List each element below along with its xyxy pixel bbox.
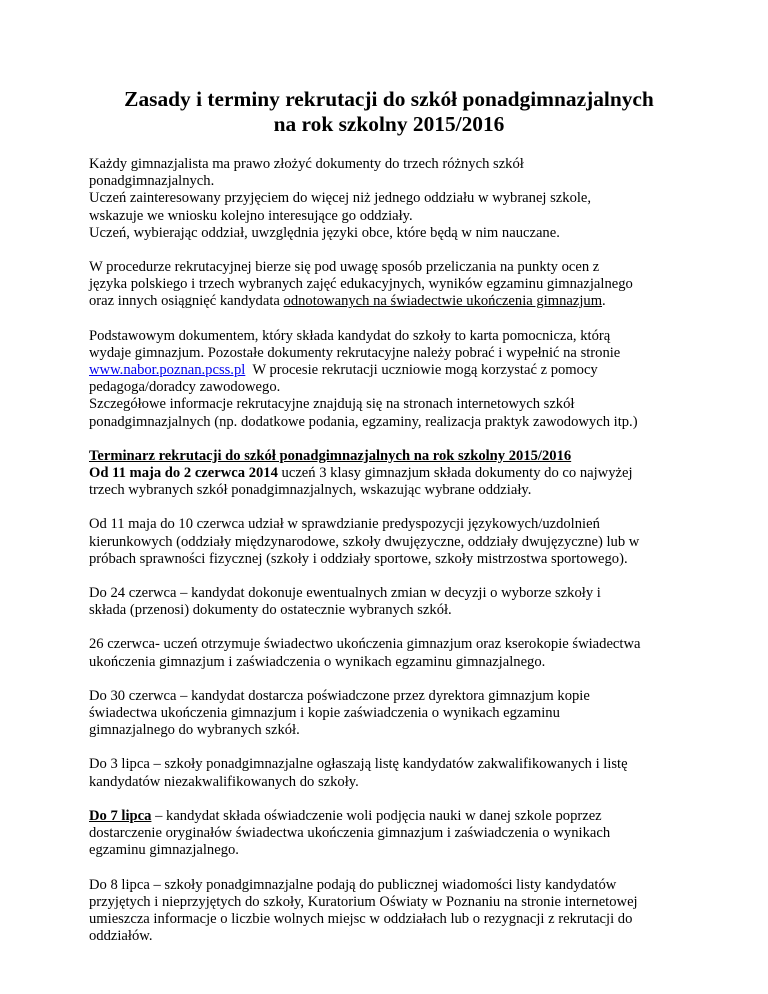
schedule-item: [89, 516, 689, 568]
text-span: oraz innych osiągnięć kandydata: [89, 293, 284, 310]
text-line: przyjętych i nieprzyjętych do szkoły, Kuratorium Oświaty w Poznaniu na stronie internetowej: [89, 893, 638, 910]
text-line: ponadgimnazjalnych (np. dodatkowe podania, egzaminy, realizacja praktyk zawodowych itp.): [89, 413, 638, 430]
text-line: Do 3 lipca – szkoły ponadgimnazjalne ogłaszają listę kandydatów zakwalifikowanych i listę: [89, 756, 628, 773]
schedule-item: [89, 688, 689, 740]
bold-date: Do 7 lipca: [89, 807, 152, 824]
text-line: [89, 293, 689, 310]
text-line: pedagoga/doradcy zawodowego.: [89, 379, 281, 396]
text-line: Od 11 maja do 10 czerwca udział w sprawdzianie predyspozycji językowych/uzdolnień: [89, 516, 600, 533]
schedule-heading-block: [89, 448, 689, 500]
documents-paragraph: [89, 328, 689, 431]
procedure-paragraph: [89, 259, 689, 311]
schedule-item: [89, 877, 689, 946]
text-line: Uczeń zainteresowany przyjęciem do więcej niż jednego oddziału w wybranej szkole,: [89, 190, 592, 207]
text-line: Szczegółowe informacje rekrutacyjne znajdują się na stronach internetowych szkół: [89, 396, 575, 413]
title-line-2: na rok szkolny 2015/2016: [273, 112, 505, 136]
text-line: próbach sprawności fizycznej (szkoły i oddziały sportowe, szkoły mistrzostwa sportowego).: [89, 550, 628, 567]
text-line: ponadgimnazjalnych.: [89, 173, 215, 190]
text-line: trzech wybranych szkół ponadgimnazjalnych, wskazując wybrane oddziały.: [89, 482, 532, 499]
text-line: W procedurze rekrutacyjnej bierze się pod uwagę sposób przeliczania na punkty ocen z: [89, 259, 600, 276]
text-span: – kandydat składa oświadczenie woli podjęcia nauki w danej szkole poprzez: [151, 807, 602, 824]
text-line: świadectwa ukończenia gimnazjum i kopie zaświadczenia o wynikach egzaminu: [89, 705, 560, 722]
schedule-item: [89, 636, 689, 670]
text-line: umieszcza informacje o liczbie wolnych miejsc w oddziałach lub o rezygnacji z rekrutacji do: [89, 910, 633, 927]
schedule-item: [89, 756, 689, 790]
page-title: [89, 87, 689, 137]
text-line: Do 30 czerwca – kandydat dostarcza poświadczone przez dyrektora gimnazjum kopie: [89, 687, 590, 704]
text-line: wskazuje we wniosku kolejno interesujące go oddziały.: [89, 207, 413, 224]
text-line: [89, 808, 689, 825]
schedule-item: [89, 585, 689, 619]
nabor-website-link[interactable]: www.nabor.poznan.pcss.pl: [89, 362, 246, 379]
schedule-heading: Terminarz rekrutacji do szkół ponadgimnazjalnych na rok szkolny 2015/2016: [89, 447, 572, 464]
schedule-item: [89, 808, 689, 860]
text-line: kandydatów niezakwalifikowanych do szkoły.: [89, 773, 359, 790]
bold-date: Od 11 maja do 2 czerwca 2014: [89, 465, 278, 482]
text-line: ukończenia gimnazjum i zaświadczenia o wynikach egzaminu gimnazjalnego.: [89, 653, 546, 670]
text-span: W procesie rekrutacji uczniowie mogą korzystać z pomocy: [245, 362, 598, 379]
text-line: Do 8 lipca – szkoły ponadgimnazjalne podają do publicznej wiadomości listy kandydatów: [89, 876, 617, 893]
text-line: Podstawowym dokumentem, który składa kandydat do szkoły to karta pomocnicza, którą: [89, 327, 611, 344]
text-line: oddziałów.: [89, 928, 153, 945]
text-line: wydaje gimnazjum. Pozostałe dokumenty rekrutacyjne należy pobrać i wypełnić na stronie: [89, 344, 621, 361]
document-page: [89, 0, 689, 945]
text-line: Każdy gimnazjalista ma prawo złożyć dokumenty do trzech różnych szkół: [89, 156, 524, 172]
title-line-1: Zasady i terminy rekrutacji do szkół ponadgimnazjalnych: [124, 87, 654, 111]
underlined-text: odnotowanych na świadectwie ukończenia gimnazjum: [283, 293, 603, 310]
text-line: gimnazjalnego do wybranych szkół.: [89, 722, 300, 739]
text-line: Uczeń, wybierając oddział, uwzględnia języki obce, które będą w nim nauczane.: [89, 224, 560, 241]
text-line: składa (przenosi) dokumenty do ostatecznie wybranych szkół.: [89, 602, 452, 619]
text-line: [89, 362, 689, 379]
text-line: [89, 465, 689, 482]
text-span: .: [602, 293, 606, 310]
text-span: uczeń 3 klasy gimnazjum składa dokumenty do co najwyżej: [277, 465, 633, 482]
text-line: języka polskiego i trzech wybranych zajęć edukacyjnych, wyników egzaminu gimnazjalnego: [89, 276, 633, 293]
text-line: [89, 448, 689, 465]
intro-paragraph: [89, 156, 689, 242]
text-line: kierunkowych (oddziały międzynarodowe, szkoły dwujęzyczne, oddziały dwujęzyczne) lub w: [89, 533, 640, 550]
text-line: 26 czerwca- uczeń otrzymuje świadectwo ukończenia gimnazjum oraz kserokopie świadectwa: [89, 636, 641, 653]
text-line: Do 24 czerwca – kandydat dokonuje ewentualnych zmian w decyzji o wyborze szkoły i: [89, 585, 601, 602]
text-line: egzaminu gimnazjalnego.: [89, 842, 239, 859]
text-line: dostarczenie oryginałów świadectwa ukończenia gimnazjum i zaświadczenia o wynikach: [89, 825, 611, 842]
